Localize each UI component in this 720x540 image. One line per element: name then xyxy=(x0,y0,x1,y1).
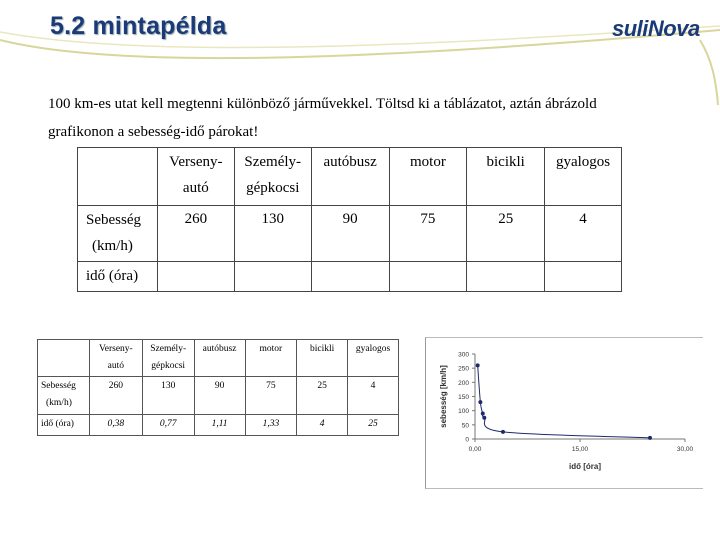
series-line xyxy=(478,365,650,438)
speed-cell: 260 xyxy=(157,206,234,262)
speed-cell: 90 xyxy=(311,206,389,262)
time-row xyxy=(38,415,399,436)
speed-cell: 130 xyxy=(234,206,311,262)
time-cell: 1,33 xyxy=(245,415,297,436)
time-cell-empty xyxy=(234,262,311,292)
solution-table xyxy=(37,339,399,436)
speed-cell: 4 xyxy=(545,206,622,262)
data-point xyxy=(481,412,485,416)
time-cell: 0,77 xyxy=(142,415,194,436)
time-cell-empty xyxy=(311,262,389,292)
speed-cell: 75 xyxy=(389,206,467,262)
time-row xyxy=(78,262,622,292)
column-header: motor xyxy=(245,340,297,377)
speed-cell: 25 xyxy=(467,206,545,262)
x-axis-title: idő [óra] xyxy=(569,462,601,471)
speed-cell: 130 xyxy=(142,377,194,415)
column-header: autóbusz xyxy=(194,340,245,377)
data-point xyxy=(501,430,505,434)
x-tick-label: 0,00 xyxy=(468,446,482,453)
time-cell: 0,38 xyxy=(89,415,142,436)
table-corner-cell xyxy=(78,148,158,206)
speed-row xyxy=(78,206,622,262)
time-cell: 25 xyxy=(348,415,399,436)
exercise-table xyxy=(77,147,622,292)
column-header: autóbusz xyxy=(311,148,389,206)
time-cell: 1,11 xyxy=(194,415,245,436)
y-tick-label: 0 xyxy=(465,436,469,444)
column-header: gyalogos xyxy=(348,340,399,377)
speed-cell: 75 xyxy=(245,377,297,415)
column-header: bicikli xyxy=(297,340,348,377)
speed-row-label: Sebesség (km/h) xyxy=(78,206,158,262)
column-header: Verseny- autó xyxy=(89,340,142,377)
speed-cell: 4 xyxy=(348,377,399,415)
speed-cell: 90 xyxy=(194,377,245,415)
y-tick-label: 300 xyxy=(458,351,469,359)
data-point xyxy=(482,416,486,420)
data-point xyxy=(648,436,652,440)
sulinova-logo: suliNova xyxy=(612,16,700,41)
time-cell: 4 xyxy=(297,415,348,436)
table-header-row xyxy=(38,340,399,377)
speed-cell: 260 xyxy=(89,377,142,415)
y-tick-label: 50 xyxy=(461,422,469,430)
y-axis-title: sebesség [km/h] xyxy=(439,365,448,428)
table-corner-cell xyxy=(38,340,90,377)
y-tick-label: 100 xyxy=(458,408,469,416)
time-row-label: idő (óra) xyxy=(78,262,158,292)
column-header: bicikli xyxy=(467,148,545,206)
data-point xyxy=(478,400,482,404)
time-cell-empty xyxy=(389,262,467,292)
speed-row-label: Sebesség (km/h) xyxy=(38,377,90,415)
speed-row xyxy=(38,377,399,415)
instruction-line-2: grafikonon a sebesség-idő párokat! xyxy=(48,124,259,140)
column-header: gyalogos xyxy=(545,148,622,206)
instruction-text xyxy=(48,90,678,146)
time-cell-empty xyxy=(157,262,234,292)
speed-time-chart xyxy=(425,337,703,489)
x-tick-label: 30,00 xyxy=(676,446,694,453)
y-tick-label: 200 xyxy=(458,379,469,387)
column-header: Személy- gépkocsi xyxy=(234,148,311,206)
page-title: 5.2 mintapélda xyxy=(50,12,227,40)
time-cell-empty xyxy=(467,262,545,292)
column-header: motor xyxy=(389,148,467,206)
data-point xyxy=(476,363,480,367)
time-cell-empty xyxy=(545,262,622,292)
time-row-label: idő (óra) xyxy=(38,415,90,436)
column-header: Személy- gépkocsi xyxy=(142,340,194,377)
instruction-line-1: 100 km-es utat kell megtenni különböző járművekkel. Töltsd ki a táblázatot, aztán ábrázold xyxy=(48,96,597,112)
y-tick-label: 250 xyxy=(458,365,469,373)
speed-cell: 25 xyxy=(297,377,348,415)
table-header-row xyxy=(78,148,622,206)
y-tick-label: 150 xyxy=(458,394,469,401)
x-tick-label: 15,00 xyxy=(571,446,589,453)
column-header: Verseny- autó xyxy=(157,148,234,206)
